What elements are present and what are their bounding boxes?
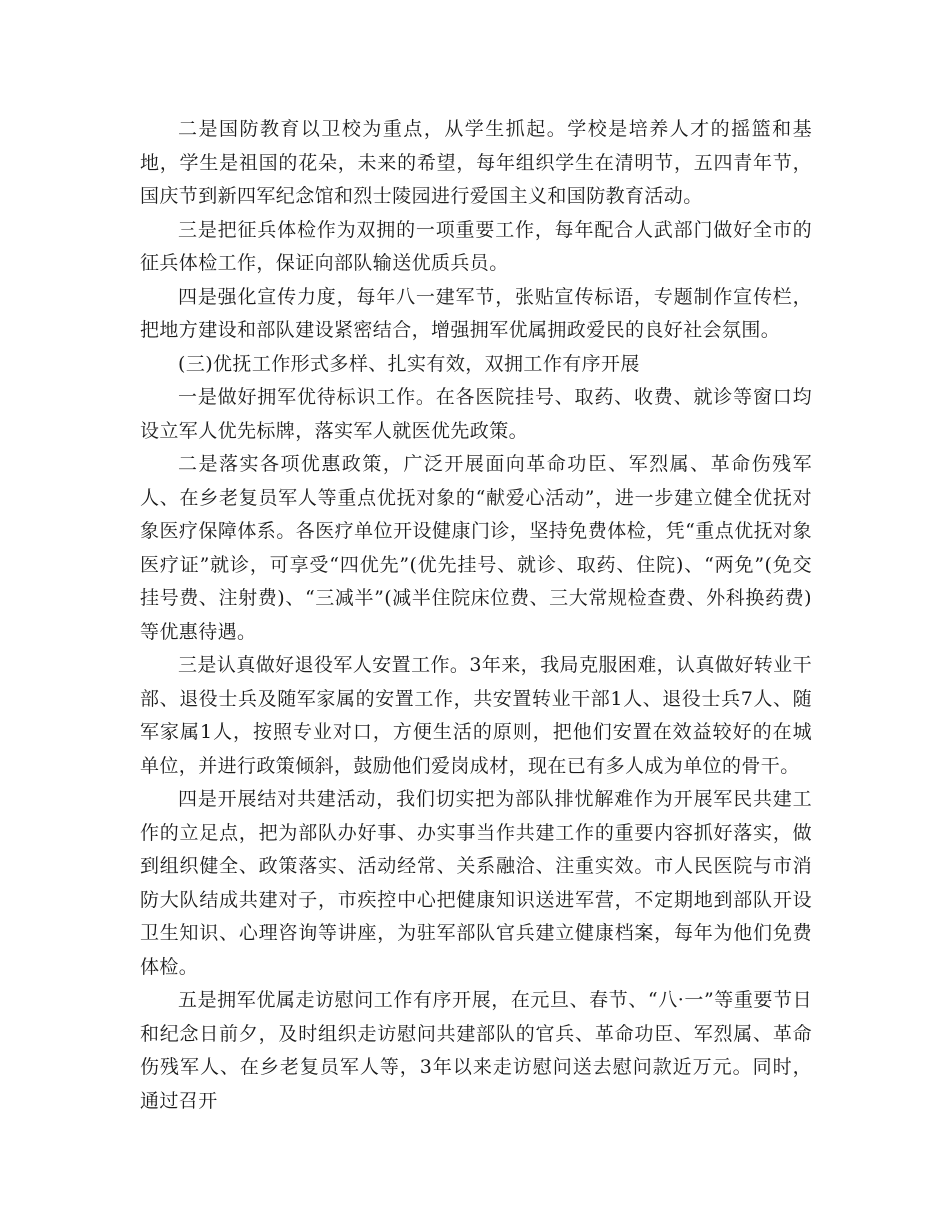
paragraph-preferential-policies: 二是落实各项优惠政策，广泛开展面向革命功臣、军烈属、革命伤残军人、在乡老复员军人等重点优抚对象的“献爱心活动”，进一步建立健全优抚对象医疗保障体系。各医疗单位开设健康门诊，坚持免费体检，凭“重点优抚对象医疗证”就诊，可享受“四优先”(优先挂号、就诊、取药、住院)、“两免”(免交挂号费、注射费)、“三减半”(减半住院床位费、三大常规检查费、外科换药费)等优惠待遇。: [140, 453, 812, 643]
paragraph-conscription-physical-exam: 三是把征兵体检作为双拥的一项重要工作，每年配合人武部门做好全市的征兵体检工作，保证向部队输送优质兵员。: [140, 218, 812, 274]
paragraph-publicity: 四是强化宣传力度，每年八一建军节，张贴宣传标语，专题制作宣传栏，把地方建设和部队建设紧密结合，增强拥军优属拥政爱民的良好社会氛围。: [140, 285, 812, 341]
paragraph-priority-signage: 一是做好拥军优待标识工作。在各医院挂号、取药、收费、就诊等窗口均设立军人优先标牌，落实军人就医优先政策。: [140, 386, 812, 442]
paragraph-national-defense-education: 二是国防教育以卫校为重点，从学生抓起。学校是培养人才的摇篮和基地，学生是祖国的花朵，未来的希望，每年组织学生在清明节，五四青年节，国庆节到新四军纪念馆和烈士陵园进行爱国主义和国防教育活动。: [140, 118, 812, 207]
document-body: [140, 113, 812, 1118]
section-heading-preferential-care: (三)优抚工作形式多样、扎实有效，双拥工作有序开展: [178, 352, 640, 375]
paragraph-joint-construction: 四是开展结对共建活动，我们切实把为部队排忧解难作为开展军民共建工作的立足点，把为部队办好事、办实事当作共建工作的重要内容抓好落实，做到组织健全、政策落实、活动经常、关系融洽、注重实效。市人民医院与市消防大队结成共建对子，市疾控中心把健康知识送进军营，不定期地到部队开设卫生知识、心理咨询等讲座，为驻军部队官兵建立健康档案，每年为他们免费体检。: [140, 788, 812, 978]
paragraph-visits-condolences: 五是拥军优属走访慰问工作有序开展，在元旦、春节、“八·一”等重要节日和纪念日前夕，及时组织走访慰问共建部队的官兵、革命功臣、军烈属、革命伤残军人、在乡老复员军人等，3年以来走访慰问送去慰问款近万元。同时，通过召开: [140, 989, 812, 1112]
paragraph-veteran-resettlement: 三是认真做好退役军人安置工作。3年来，我局克服困难，认真做好转业干部、退役士兵及随军家属的安置工作，共安置转业干部1人、退役士兵7人、随军家属1人，按照专业对口，方便生活的原则，把他们安置在效益较好的在城单位，并进行政策倾斜，鼓励他们爱岗成材，现在已有多人成为单位的骨干。: [140, 654, 812, 777]
